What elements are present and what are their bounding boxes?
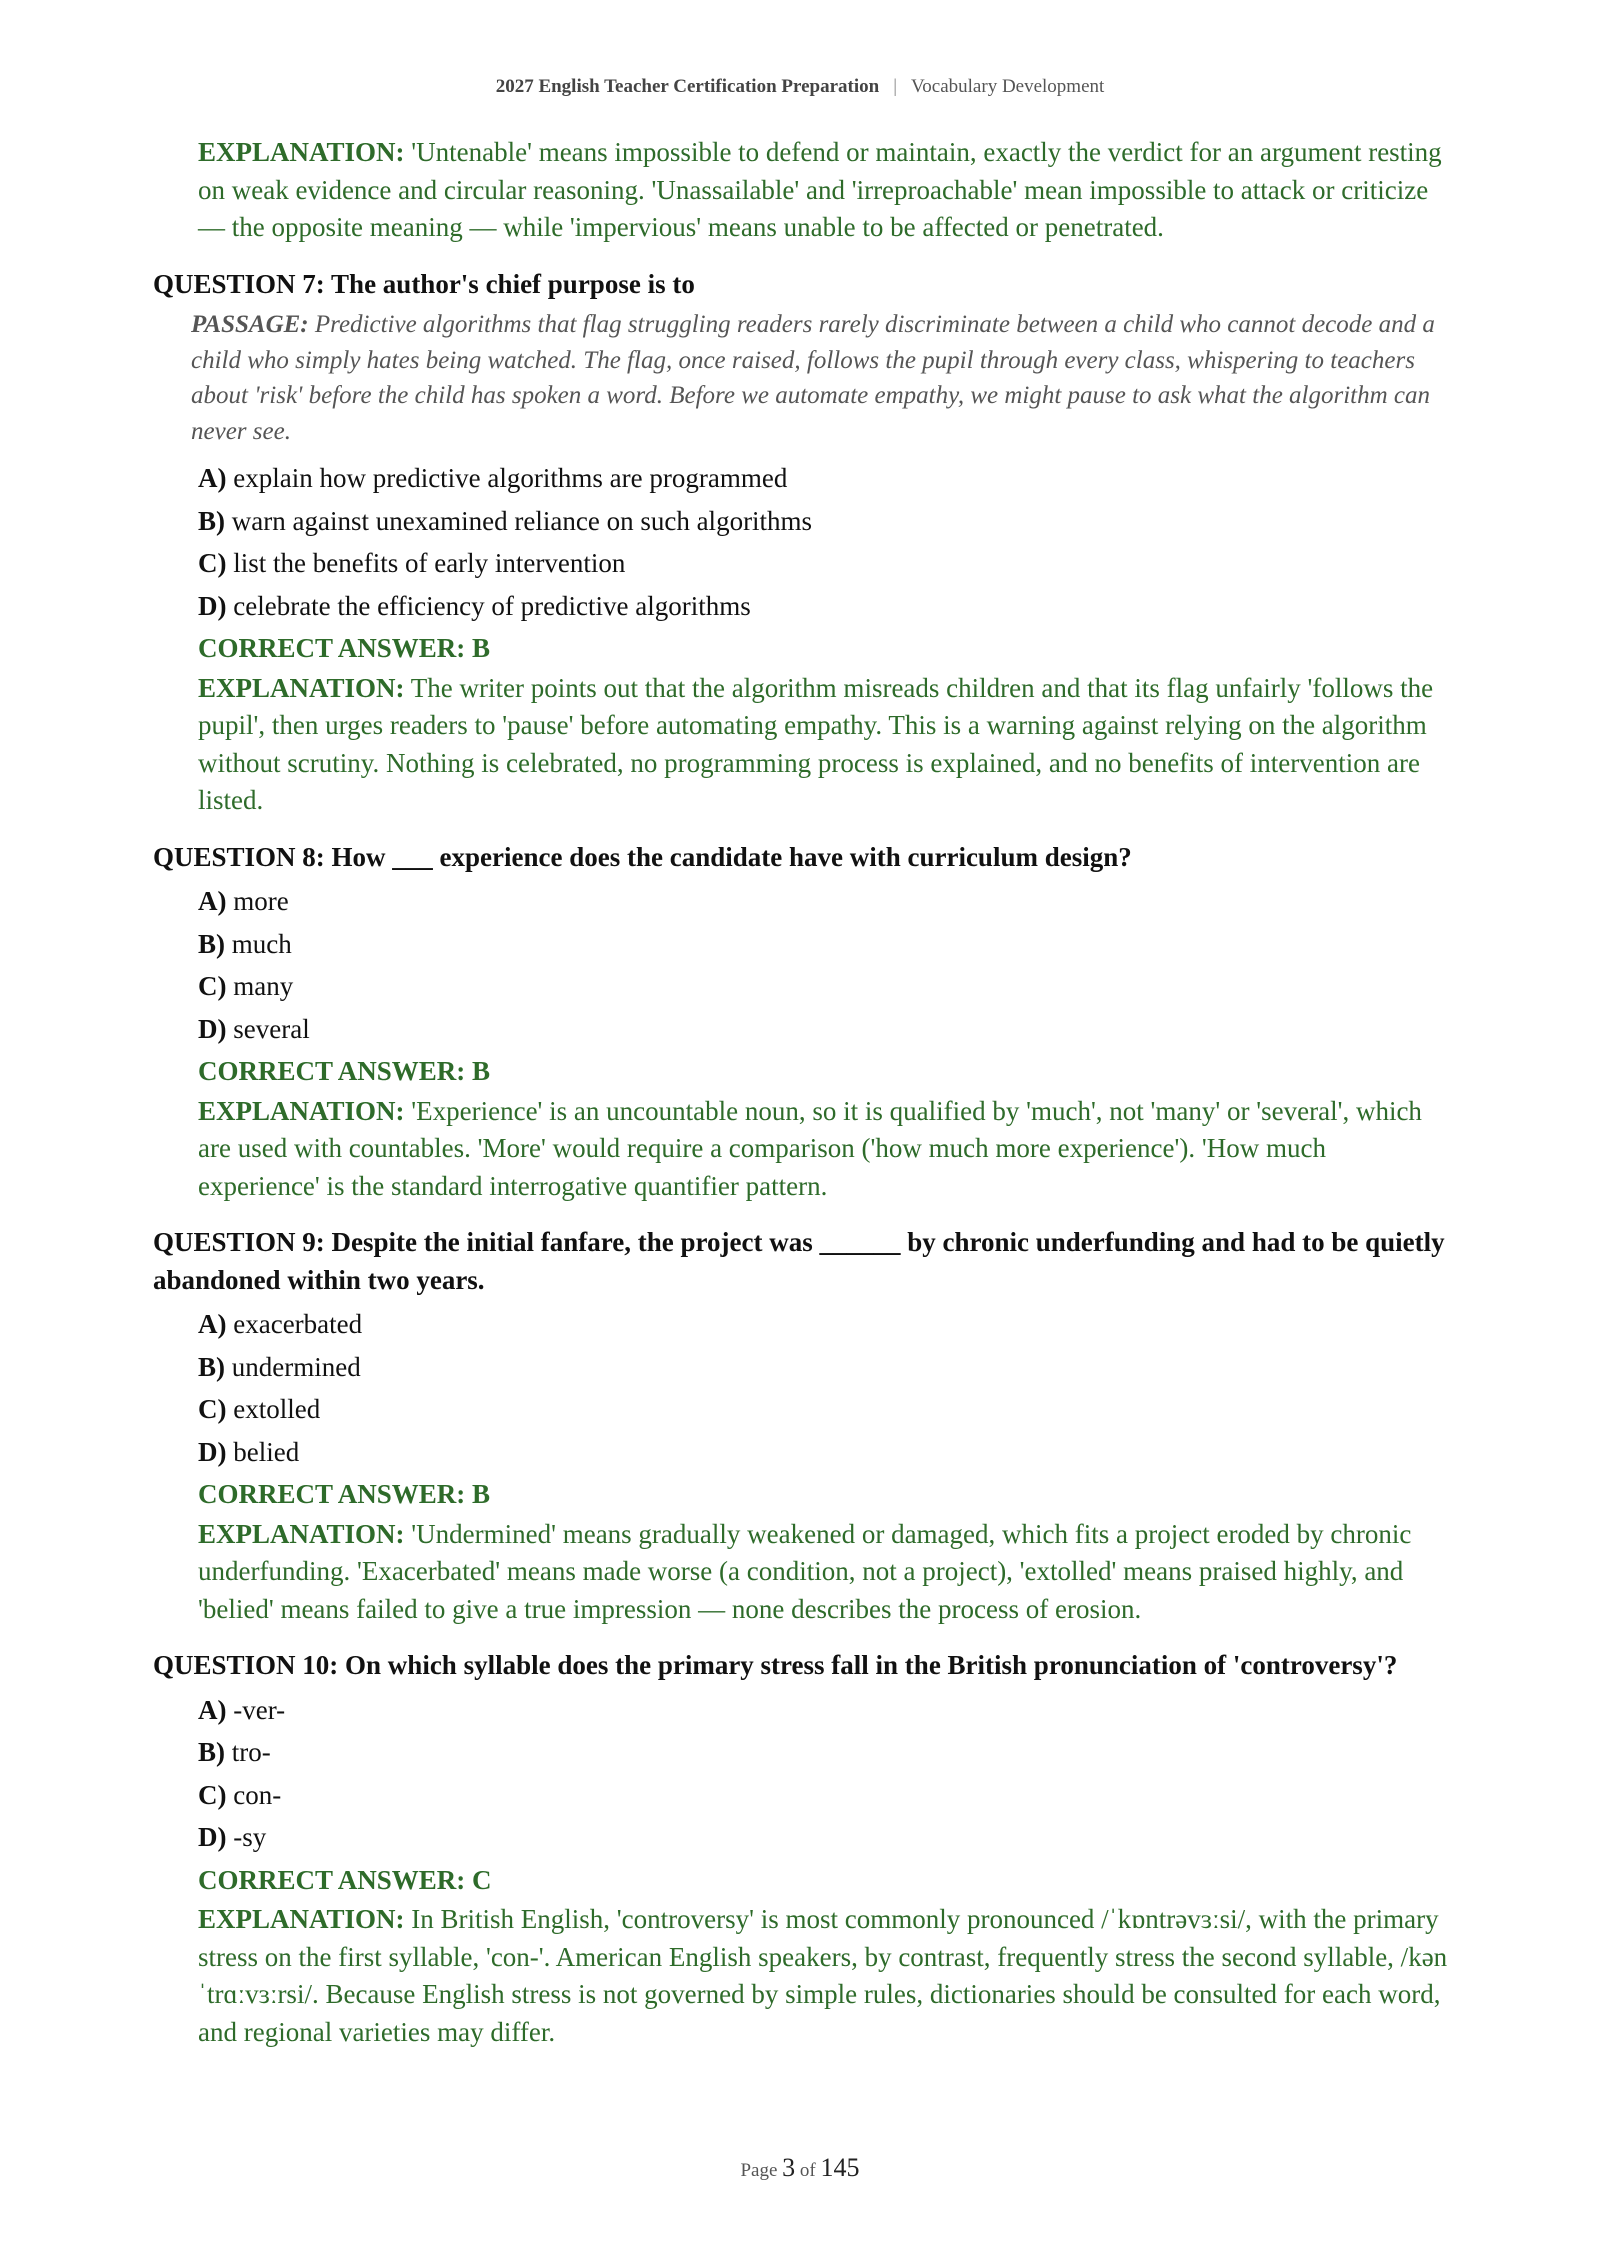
option-letter: A)	[198, 1309, 227, 1339]
question-text: QUESTION 8: How ___ experience does the candidate have with curriculum design?	[153, 841, 1132, 872]
option-letter: B)	[198, 505, 225, 536]
option-letter: D)	[198, 590, 227, 621]
option-d	[198, 1816, 1453, 1859]
passage-label: PASSAGE:	[191, 311, 309, 338]
option-text: list the benefits of early intervention	[226, 548, 626, 578]
option-letter: D)	[198, 1013, 227, 1044]
question-text: QUESTION 10: On which syllable does the primary stress fall in the British pronunciation of 'controversy'?	[153, 1650, 1398, 1680]
explanation	[198, 134, 1453, 247]
option-letter: C)	[198, 971, 227, 1001]
answer-options	[198, 1303, 1453, 1473]
option-text: many	[226, 971, 294, 1001]
question-7	[153, 266, 1453, 820]
option-text: several	[226, 1013, 310, 1044]
option-text: exacerbated	[226, 1309, 363, 1339]
correct-answer: CORRECT ANSWER: B	[198, 1056, 491, 1086]
option-text: extolled	[226, 1394, 321, 1424]
option-letter: B)	[198, 928, 225, 959]
page-content	[153, 134, 1453, 2051]
explanation-label: EXPLANATION:	[198, 1518, 405, 1549]
option-letter: C)	[198, 548, 227, 578]
option-a	[198, 880, 1453, 923]
passage	[191, 307, 1453, 449]
option-text: belied	[226, 1436, 300, 1467]
correct-answer: CORRECT ANSWER: B	[198, 1479, 491, 1509]
answer-options	[198, 1689, 1453, 1859]
option-letter: C)	[198, 1779, 227, 1810]
explanation-text: In British English, 'controversy' is most commonly pronounced /ˈkɒntrəvɜːsi/, with the primary stress on the first syllable, 'con-'. American English speakers, by contrast, frequently stress the second syllable, /kənˈtrɑːvɜːrsi/. Because English stress is not governed by simple rules, dictionaries should be consulted for each word, and regional varieties may differ.	[198, 1904, 1448, 2047]
question-text: QUESTION 7: The author's chief purpose is to	[153, 268, 695, 299]
answer-options	[198, 457, 1453, 627]
correct-answer: CORRECT ANSWER: C	[198, 1864, 492, 1895]
option-b	[198, 1731, 1453, 1774]
option-letter: B)	[198, 1351, 225, 1382]
option-letter: C)	[198, 1394, 227, 1424]
option-text: celebrate the efficiency of predictive algorithms	[226, 590, 751, 621]
option-c	[198, 965, 1453, 1008]
option-c	[198, 1388, 1453, 1431]
total-pages: 145	[820, 2153, 860, 2182]
page-footer	[0, 2153, 1600, 2183]
of-word: of	[799, 2160, 816, 2181]
option-d	[198, 585, 1453, 628]
option-b	[198, 1346, 1453, 1389]
option-text: explain how predictive algorithms are programmed	[226, 463, 788, 493]
option-text: warn against unexamined reliance on such algorithms	[225, 505, 813, 536]
passage-text: Predictive algorithms that flag struggling readers rarely discriminate between a child who cannot decode and a child who simply hates being watched. The flag, once raised, follows the pupil through every class, whispering to teachers about 'risk' before the child has spoken a word. Before we automate empathy, we might pause to ask what the algorithm can never see.	[191, 311, 1435, 445]
explanation-text: 'Experience' is an uncountable noun, so it is qualified by 'much', not 'many' or 'several', which are used with countables. 'More' would require a comparison ('how much more experience'). 'How much experience' is the standard interrogative quantifier pattern.	[198, 1095, 1422, 1201]
running-header	[0, 76, 1600, 98]
option-b	[198, 500, 1453, 543]
explanation-label: EXPLANATION:	[198, 672, 405, 703]
explanation-text: 'Untenable' means impossible to defend or maintain, exactly the verdict for an argument resting on weak evidence and circular reasoning. 'Unassailable' and 'irreproachable' mean impossible to attack or criticize — the opposite meaning — while 'impervious' means unable to be affected or penetrated.	[198, 137, 1442, 242]
option-text: much	[225, 928, 292, 959]
option-letter: D)	[198, 1436, 227, 1467]
question-10	[153, 1647, 1453, 2051]
current-page-number: 3	[782, 2153, 796, 2182]
option-c	[198, 542, 1453, 585]
question-9	[153, 1224, 1453, 1628]
explanation-label: EXPLANATION:	[198, 1904, 405, 1934]
explanation-label: EXPLANATION:	[198, 137, 405, 167]
explanation	[198, 1516, 1453, 1629]
question-text: QUESTION 9: Despite the initial fanfare, the project was ______ by chronic underfunding and had to be quietly abandoned within two years.	[153, 1227, 1445, 1295]
option-text: tro-	[225, 1737, 271, 1767]
correct-answer: CORRECT ANSWER: B	[198, 633, 491, 663]
explanation-text: The writer points out that the algorithm misreads children and that its flag unfairly 'follows the pupil', then urges readers to 'pause' before automating empathy. This is a warning against relying on the algorithm without scrutiny. Nothing is celebrated, no programming process is explained, and no benefits of intervention are listed.	[198, 672, 1434, 815]
header-separator: |	[893, 76, 898, 97]
option-letter: A)	[198, 463, 227, 493]
explanation	[198, 670, 1453, 820]
explanation	[198, 1093, 1453, 1206]
option-a	[198, 1689, 1453, 1732]
option-text: more	[226, 886, 289, 916]
option-text: -ver-	[226, 1694, 286, 1725]
explanation-label: EXPLANATION:	[198, 1095, 405, 1126]
explanation	[198, 1901, 1453, 2051]
option-c	[198, 1774, 1453, 1817]
option-text: con-	[226, 1779, 282, 1810]
option-letter: B)	[198, 1737, 225, 1767]
option-letter: D)	[198, 1822, 227, 1852]
option-text: -sy	[226, 1822, 267, 1852]
answer-options	[198, 880, 1453, 1050]
question-8	[153, 839, 1453, 1206]
explanation-text: 'Undermined' means gradually weakened or damaged, which fits a project eroded by chronic underfunding. 'Exacerbated' means made worse (a condition, not a project), 'extolled' means praised highly, and 'belied' means failed to give a true impression — none describes the process of erosion.	[198, 1518, 1412, 1624]
option-d	[198, 1008, 1453, 1051]
option-a	[198, 457, 1453, 500]
option-text: undermined	[225, 1351, 361, 1382]
option-a	[198, 1303, 1453, 1346]
option-letter: A)	[198, 1694, 227, 1725]
header-section: Vocabulary Development	[911, 76, 1105, 97]
header-title: 2027 English Teacher Certification Preparation	[495, 76, 880, 97]
page-word: Page	[740, 2160, 778, 2181]
option-d	[198, 1431, 1453, 1474]
option-letter: A)	[198, 886, 227, 916]
option-b	[198, 923, 1453, 966]
